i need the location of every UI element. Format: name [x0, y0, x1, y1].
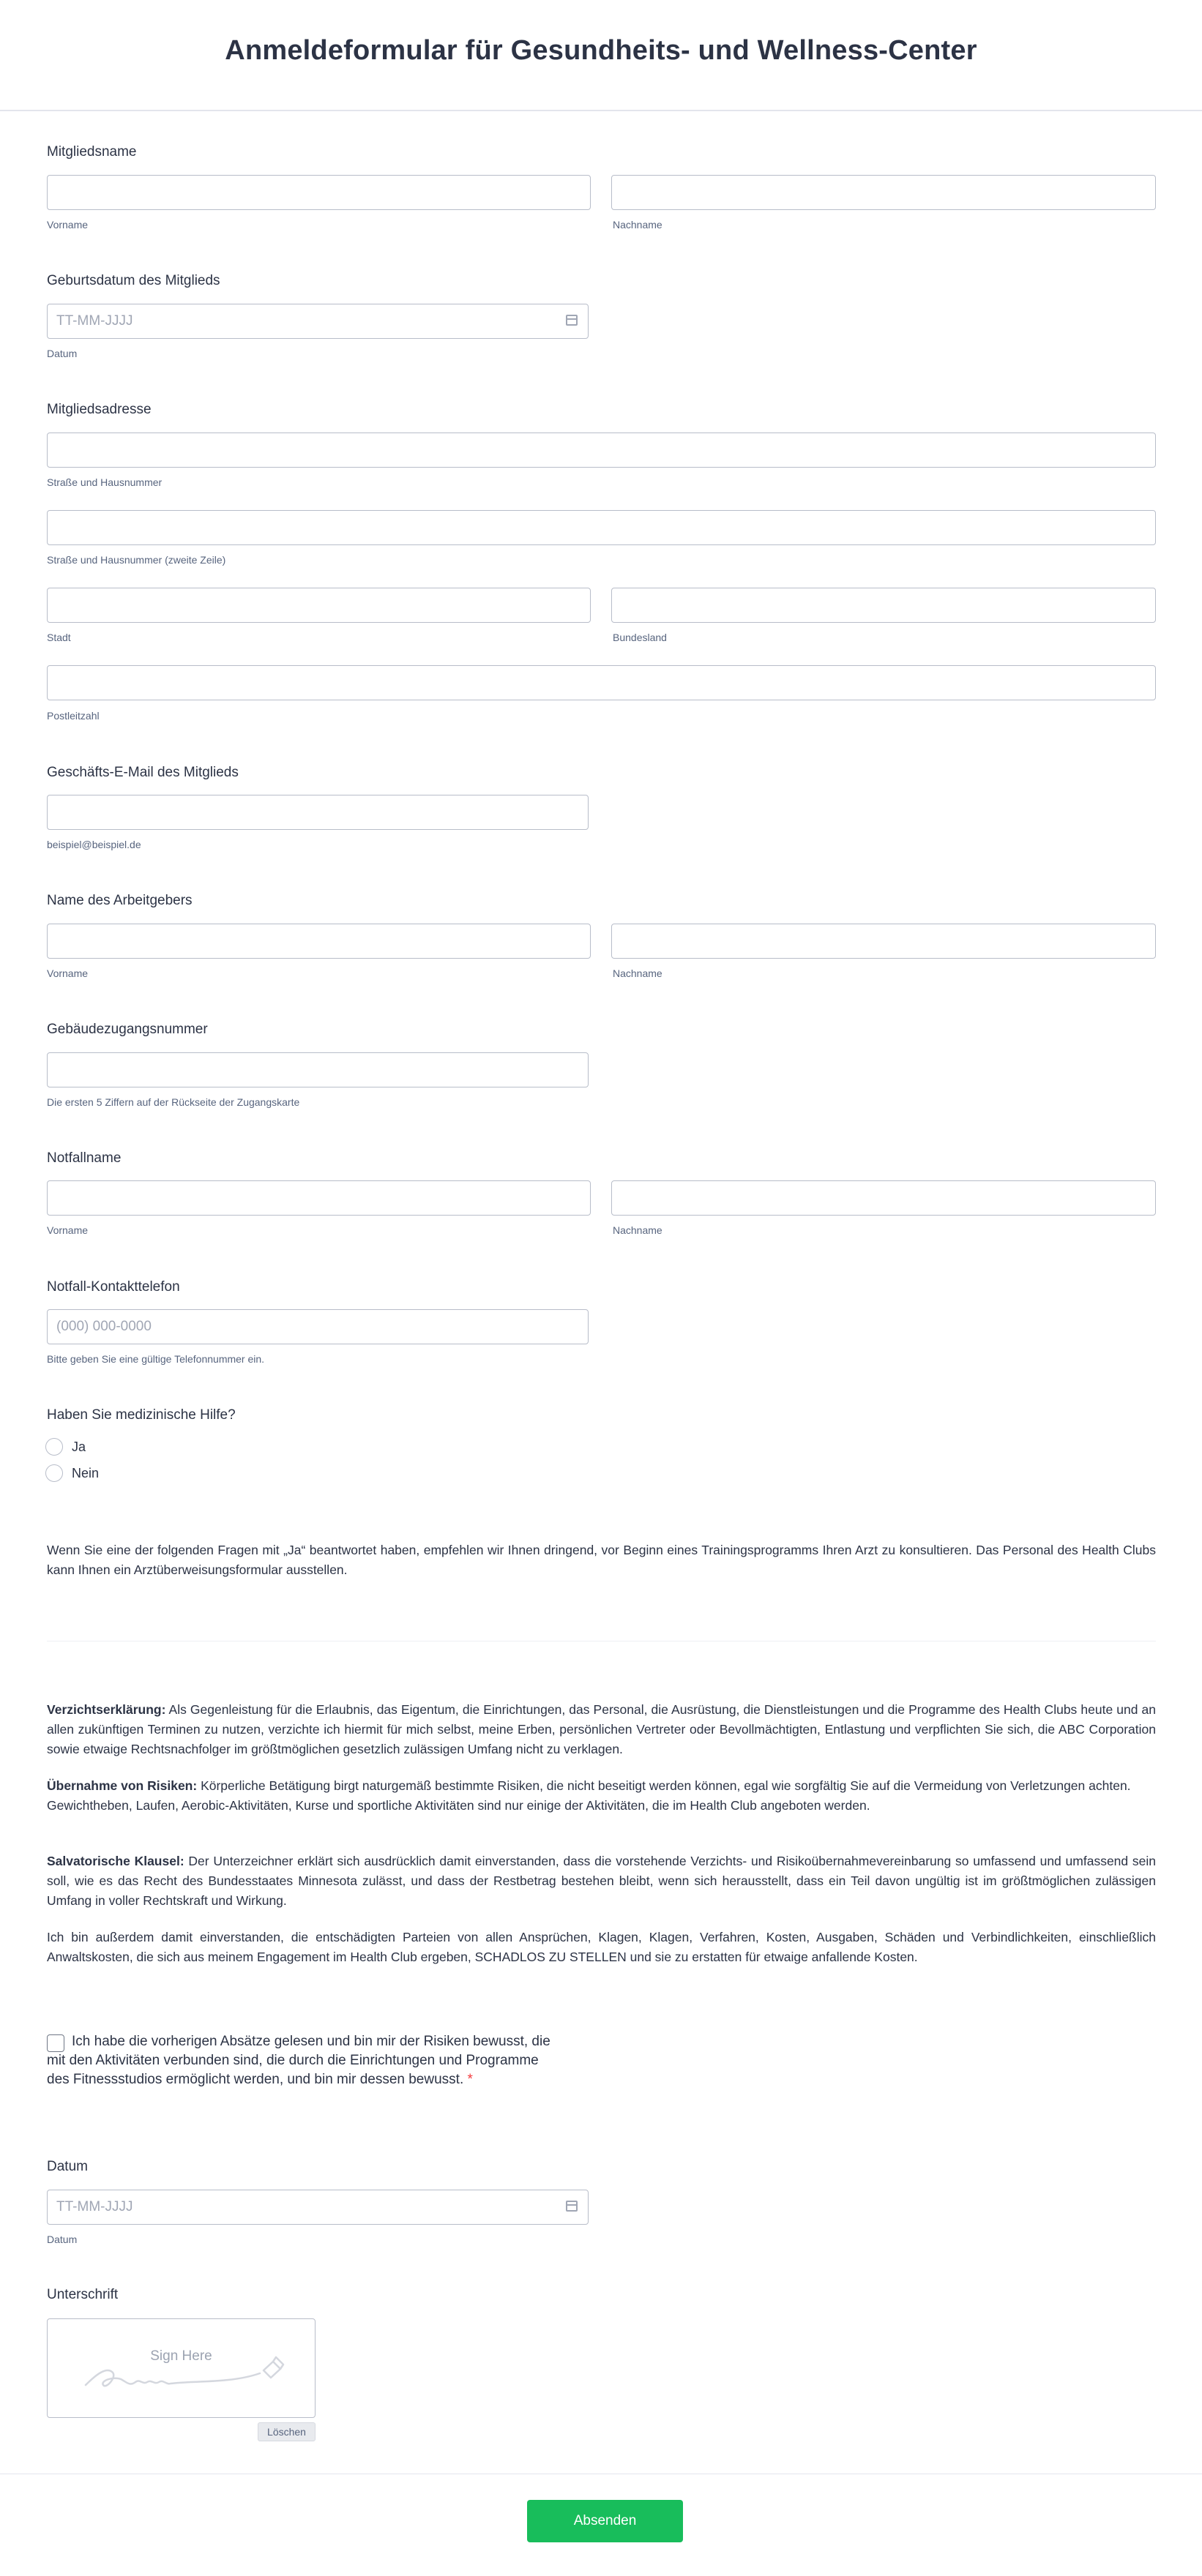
radio-yes-label[interactable]: Ja	[72, 1439, 86, 1454]
medical-label: Haben Sie medizinische Hilfe?	[47, 1407, 236, 1423]
waiver-title: Verzichtserklärung:	[47, 1702, 166, 1717]
form-title: Anmeldeformular für Gesundheits- und Wellness-Center	[225, 35, 977, 66]
city-input[interactable]	[47, 588, 591, 623]
member-name-label: Mitgliedsname	[47, 144, 137, 160]
emergency-phone-input[interactable]	[47, 1309, 589, 1344]
zip-sublabel: Postleitzahl	[47, 710, 100, 722]
employer-last-name-sublabel: Nachname	[613, 967, 662, 979]
email-sublabel: beispiel@beispiel.de	[47, 839, 141, 850]
signature-scribble-icon	[84, 2351, 304, 2392]
birth-date-input[interactable]	[47, 304, 589, 339]
risk-title: Übernahme von Risiken:	[47, 1778, 198, 1793]
emergency-last-name-sublabel: Nachname	[613, 1224, 662, 1236]
state-sublabel: Bundesland	[613, 632, 667, 643]
date-sublabel: Datum	[47, 2234, 78, 2245]
form-header	[0, 0, 1202, 111]
date-input[interactable]	[47, 2190, 589, 2225]
member-first-name-input[interactable]	[47, 175, 591, 210]
employer-first-name-input[interactable]	[47, 924, 591, 959]
risk-text-2: Gewichtheben, Laufen, Aerobic-Aktivitäten, Kurse und sportliche Aktivitäten sind nur einige der Aktivitäten, die im Health Club angeboten werden.	[47, 1798, 870, 1813]
submit-button[interactable]: Absenden	[527, 2500, 683, 2542]
city-sublabel: Stadt	[47, 632, 71, 643]
signature-pad[interactable]	[47, 2318, 316, 2418]
calendar-icon[interactable]	[566, 315, 578, 326]
state-input[interactable]	[611, 588, 1156, 623]
severability-paragraph	[47, 1852, 1156, 1911]
birth-date-label: Geburtsdatum des Mitglieds	[47, 273, 220, 288]
emergency-phone-sublabel: Bitte geben Sie eine gültige Telefonnummer ein.	[47, 1353, 265, 1365]
street-input[interactable]	[47, 433, 1156, 468]
consent-text[interactable]	[47, 2032, 559, 2089]
indemnity-paragraph: Ich bin außerdem damit einverstanden, die entschädigten Parteien von allen Ansprüchen, Klagen, Klagen, Verfahren, Kosten, Ausgaben, Schäden und Verbindlichkeiten, einschließlich Anwaltskosten, die sich aus meinem Engagement im Health Club ergeben, SCHADLOS ZU STELLEN und sie zu erstatten für etwaige anfallende Kosten.	[47, 1930, 1156, 1964]
clear-signature-button[interactable]: Löschen	[258, 2422, 316, 2441]
radio-yes[interactable]	[45, 1438, 63, 1456]
emergency-first-name-sublabel: Vorname	[47, 1224, 89, 1236]
emergency-first-name-input[interactable]	[47, 1180, 591, 1216]
radio-no[interactable]	[45, 1464, 63, 1482]
zip-input[interactable]	[47, 665, 1156, 700]
street2-sublabel: Straße und Hausnummer (zweite Zeile)	[47, 554, 226, 566]
email-input[interactable]	[47, 795, 589, 830]
birth-date-sublabel: Datum	[47, 348, 78, 359]
calendar-icon[interactable]	[566, 2201, 578, 2212]
severability-text: Der Unterzeichner erklärt sich ausdrücklich damit einverstanden, dass die vorstehende Verzichts- und Risikoübernahmevereinbarung so umfassend und umfassend sein soll, wie es das Recht des Bundesstaates Minnesota zulässt, und dass der Restbetrag bestehen bleibt, wenn sich herausstellt, dass ein Teil davon ungültig ist im größtmöglichen zulässigen Umfang in voller Rechtskraft und Wirkung.	[47, 1854, 1157, 1908]
risk-paragraph	[47, 1776, 1156, 1816]
severability-title: Salvatorische Klausel:	[47, 1854, 184, 1868]
access-number-label: Gebäudezugangsnummer	[47, 1022, 208, 1037]
employer-last-name-input[interactable]	[611, 924, 1156, 959]
address-label: Mitgliedsadresse	[47, 402, 152, 417]
date-label: Datum	[47, 2159, 88, 2174]
radio-no-label[interactable]: Nein	[72, 1466, 100, 1480]
member-last-name-sublabel: Nachname	[613, 219, 662, 231]
signature-placeholder: Sign Here	[150, 2348, 212, 2364]
required-mark: *	[467, 2072, 473, 2087]
employer-label: Name des Arbeitgebers	[47, 893, 193, 908]
notice-text: Wenn Sie eine der folgenden Fragen mit „Ja“ beantwortet haben, empfehlen wir Ihnen dringend, vor Beginn eines Trainingsprogramms Ihren Arzt zu konsultieren. Das Personal des Health Clubs kann Ihnen ein Arztüberweisungsformular ausstellen.	[47, 1543, 1156, 1577]
street-sublabel: Straße und Hausnummer	[47, 476, 163, 488]
emergency-last-name-input[interactable]	[611, 1180, 1156, 1216]
emergency-name-label: Notfallname	[47, 1150, 122, 1166]
member-first-name-sublabel: Vorname	[47, 219, 89, 231]
member-last-name-input[interactable]	[611, 175, 1156, 210]
consent-label: Ich habe die vorherigen Absätze gelesen und bin mir der Risiken bewusst, die mit den Aktivitäten verbunden sind, die durch die Einrichtungen und Programme des Fitnessstudios ermöglicht werden, und bin mir dessen bewusst.	[47, 2034, 550, 2087]
waiver-text: Als Gegenleistung für die Erlaubnis, das Eigentum, die Einrichtungen, das Personal, die Ausrüstung, die Dienstleistungen und die Programme des Health Clubs heute und an allen zukünftigen Terminen zu nutzen, verzichte ich hiermit für mich selbst, meine Erben, persönlichen Vertreter oder Bevollmächtigten, Entlastung und verpflichten Sie sich, die ABC Corporation sowie etwaige Rechtsnachfolger im größtmöglichen gesetzlich zulässigen Umfang nicht zu verklagen.	[47, 1702, 1156, 1756]
email-label: Geschäfts-E-Mail des Mitglieds	[47, 765, 239, 780]
access-number-sublabel: Die ersten 5 Ziffern auf der Rückseite der Zugangskarte	[47, 1096, 300, 1108]
waiver-paragraph	[47, 1700, 1156, 1759]
employer-first-name-sublabel: Vorname	[47, 967, 89, 979]
emergency-phone-label: Notfall-Kontakttelefon	[47, 1279, 180, 1295]
access-number-input[interactable]	[47, 1052, 589, 1087]
signature-label: Unterschrift	[47, 2287, 119, 2302]
street2-input[interactable]	[47, 510, 1156, 545]
risk-text: Körperliche Betätigung birgt naturgemäß bestimmte Risiken, die nicht beseitigt werden können, egal wie sorgfältig Sie auf die Vermeidung von Verletzungen achten.	[197, 1778, 1131, 1793]
